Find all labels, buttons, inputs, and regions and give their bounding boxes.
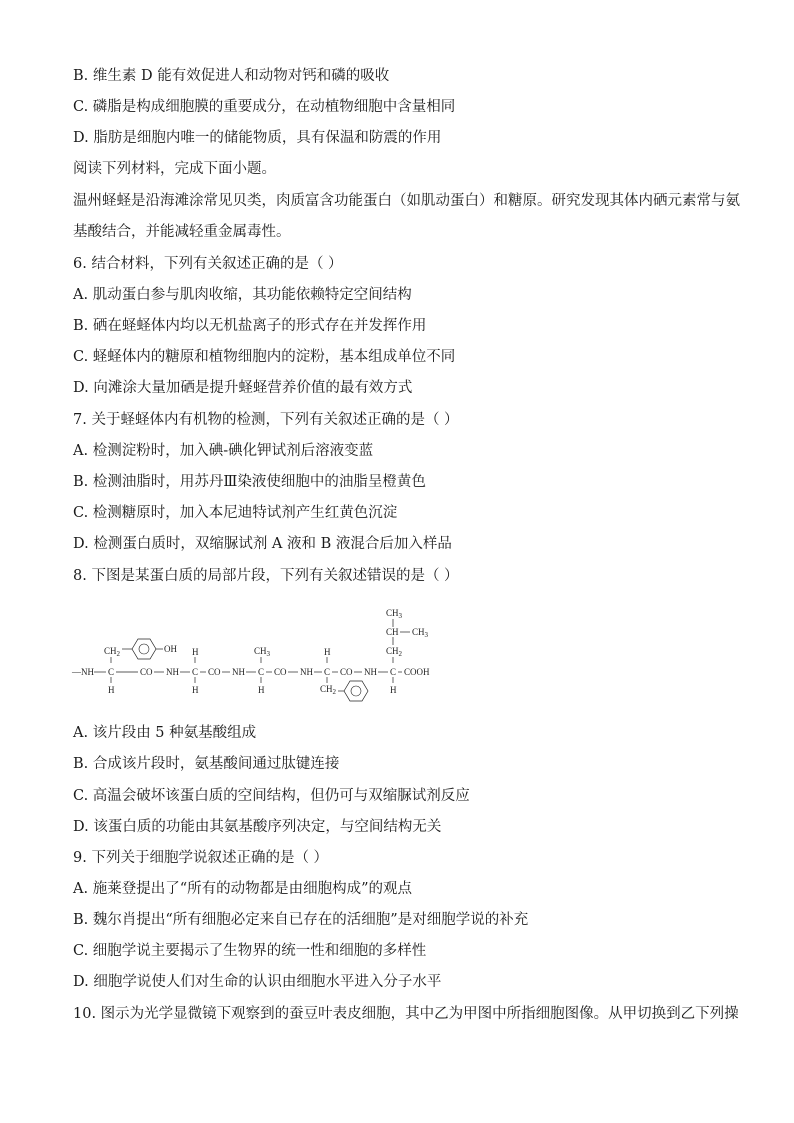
option-d-fat: D. 脂肪是细胞内唯一的储能物质，具有保温和防震的作用 xyxy=(73,130,442,146)
res3-ch3: $CH_3$ xyxy=(254,646,271,658)
q6-option-c: C. 蛏蛏体内的糖原和植物细胞内的淀粉，基本组成单位不同 xyxy=(73,349,456,365)
res5-ch2: $CH_2$ xyxy=(386,646,403,658)
q7-option-b: B. 检测油脂时，用苏丹Ⅲ染液使细胞中的油脂呈橙黄色 xyxy=(73,474,426,490)
h-bottom-1: H xyxy=(108,685,115,695)
passage-line-1: 温州蛏蛏是沿海滩涂常见贝类，肉质富含功能蛋白（如肌动蛋白）和糖原。研究发现其体内硒元素常与氨 xyxy=(73,193,740,209)
h-top-2: H xyxy=(192,647,199,657)
reading-instruction: 阅读下列材料，完成下面小题。 xyxy=(73,161,276,177)
res1-ch2: $CH_2$ xyxy=(104,646,121,658)
backbone-co4: CO xyxy=(340,667,353,677)
backbone-nh2: NH xyxy=(232,667,245,677)
backbone-c5: C xyxy=(390,667,397,677)
backbone-c4: C xyxy=(324,667,331,677)
peptide-structure-figure xyxy=(60,597,480,707)
question-8: 8. 下图是某蛋白质的局部片段，下列有关叙述错误的是（ ） xyxy=(73,568,459,584)
h-bottom-2: H xyxy=(192,685,199,695)
backbone-nh4: NH xyxy=(364,667,377,677)
backbone-c3: C xyxy=(258,667,265,677)
q7-option-a: A. 检测淀粉时，加入碘-碘化钾试剂后溶液变蓝 xyxy=(73,443,374,459)
res4-benzene-ring xyxy=(344,681,368,701)
q6-option-b: B. 硒在蛏蛏体内均以无机盐离子的形式存在并发挥作用 xyxy=(73,318,427,334)
q8-option-d: D. 该蛋白质的功能由其氨基酸序列决定，与空间结构无关 xyxy=(73,819,442,835)
backbone-c2: C xyxy=(192,667,199,677)
passage-line-2: 基酸结合，并能减轻重金属毒性。 xyxy=(73,224,291,240)
backbone-cooh: COOH xyxy=(404,667,430,677)
backbone-nh1: NH xyxy=(166,667,179,677)
question-9: 9. 下列关于细胞学说叙述正确的是（ ） xyxy=(73,850,329,866)
q9-option-a: A. 施莱登提出了“所有的动物都是由细胞构成”的观点 xyxy=(73,881,413,897)
backbone-c1: C xyxy=(108,667,115,677)
q9-option-d: D. 细胞学说使人们对生命的认识由细胞水平进入分子水平 xyxy=(73,974,442,990)
q8-option-b: B. 合成该片段时，氨基酸间通过肽键连接 xyxy=(73,756,340,772)
q8-option-c: C. 高温会破坏该蛋白质的空间结构，但仍可与双缩脲试剂反应 xyxy=(73,788,470,804)
res5-ch3-top: $CH_3$ xyxy=(386,608,403,620)
peptide-structure-svg xyxy=(60,597,480,707)
q6-option-a: A. 肌动蛋白参与肌肉收缩，其功能依赖特定空间结构 xyxy=(73,287,412,303)
question-6: 6. 结合材料，下列有关叙述正确的是（ ） xyxy=(73,256,343,272)
q9-option-c: C. 细胞学说主要揭示了生物界的统一性和细胞的多样性 xyxy=(73,943,427,959)
option-c-phospholipid: C. 磷脂是构成细胞膜的重要成分，在动植物细胞中含量相同 xyxy=(73,99,456,115)
h-top-4: H xyxy=(324,647,331,657)
option-b-vitamin-d: B. 维生素 D 能有效促进人和动物对钙和磷的吸收 xyxy=(73,68,390,84)
question-10: 10. 图示为光学显微镜下观察到的蚕豆叶表皮细胞，其中乙为甲图中所指细胞图像。从甲切换到乙下列操 xyxy=(73,1006,739,1022)
backbone-nh3: NH xyxy=(300,667,313,677)
res1-benzene-ring xyxy=(132,639,156,659)
res1-oh: OH xyxy=(164,644,177,654)
q7-option-d: D. 检测蛋白质时，双缩脲试剂 A 液和 B 液混合后加入样品 xyxy=(73,536,452,552)
res5-ch: CH xyxy=(386,627,399,637)
h-bottom-3: H xyxy=(258,685,265,695)
res5-ch3-right: $CH_3$ xyxy=(412,627,429,639)
q8-option-a: A. 该片段由 5 种氨基酸组成 xyxy=(73,725,257,741)
q9-option-b: B. 魏尔肖提出“所有细胞必定来自已存在的活细胞”是对细胞学说的补充 xyxy=(73,912,529,928)
res4-ch2: $CH_2$ xyxy=(320,684,337,696)
backbone-co1: CO xyxy=(140,667,153,677)
backbone-nh-start: —NH xyxy=(72,667,94,677)
backbone-co3: CO xyxy=(274,667,287,677)
q7-option-c: C. 检测糖原时，加入本尼迪特试剂产生红黄色沉淀 xyxy=(73,505,398,521)
backbone-co2: CO xyxy=(208,667,221,677)
question-7: 7. 关于蛏蛏体内有机物的检测，下列有关叙述正确的是（ ） xyxy=(73,412,459,428)
q6-option-d: D. 向滩涂大量加硒是提升蛏蛏营养价值的最有效方式 xyxy=(73,380,413,396)
h-bottom-5: H xyxy=(390,685,397,695)
